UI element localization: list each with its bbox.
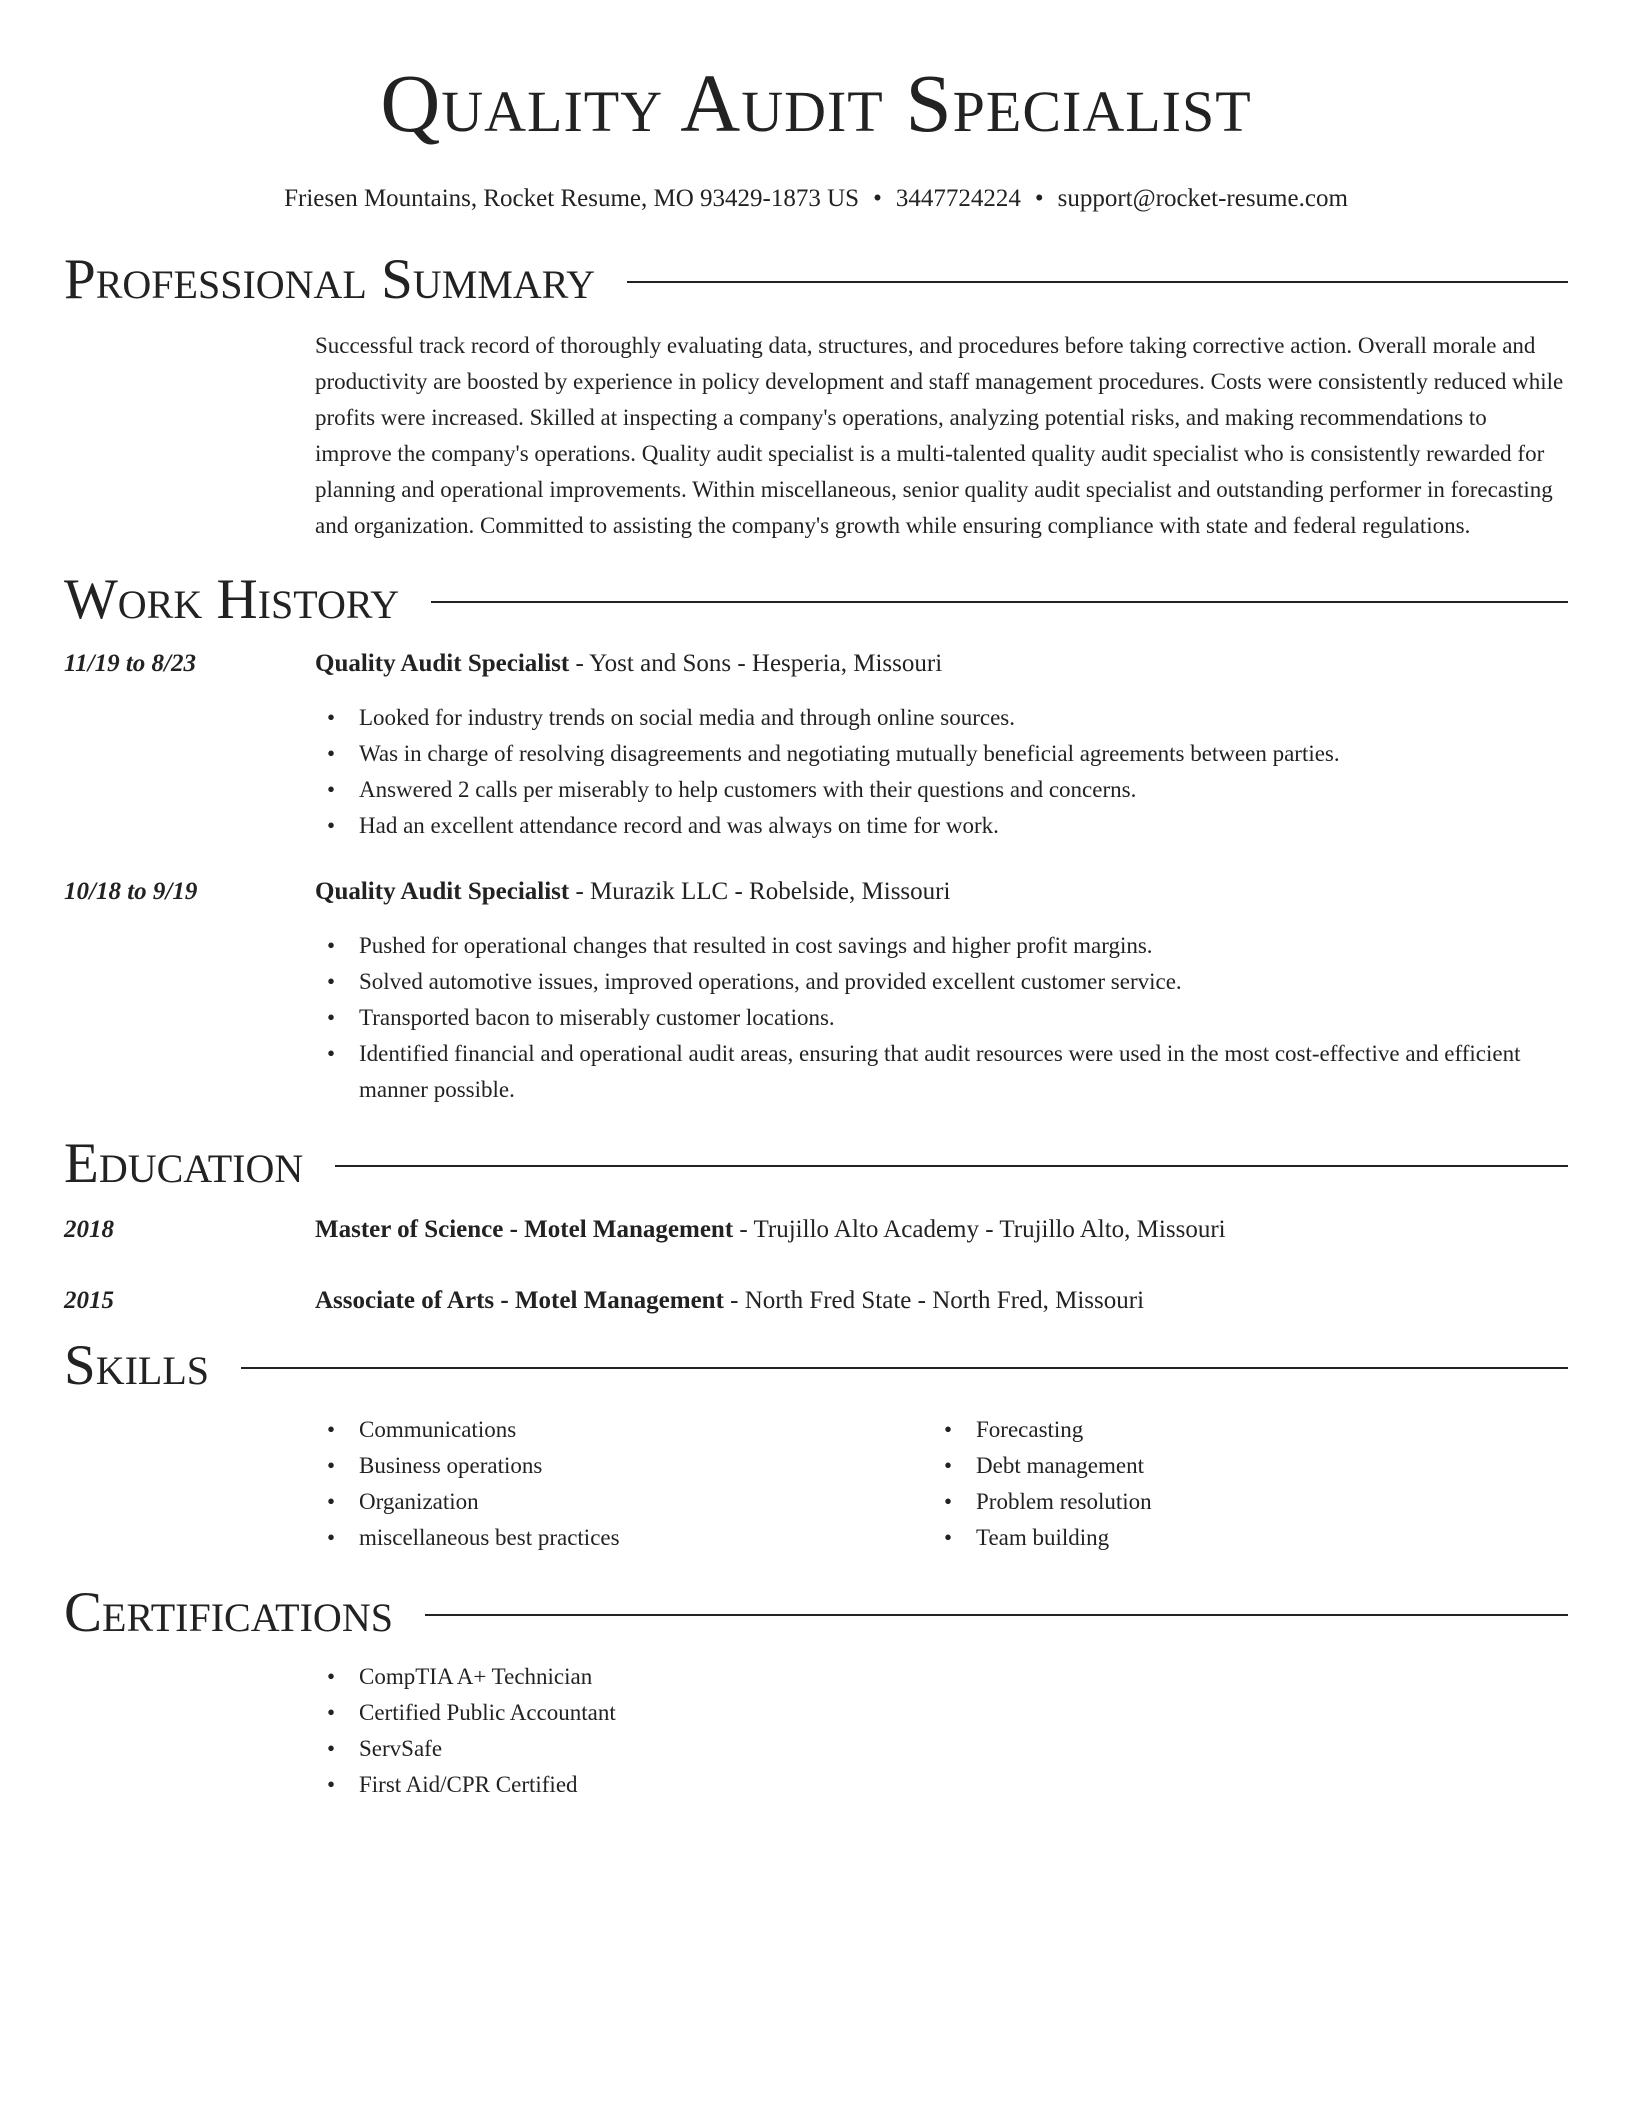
summary-row [64, 328, 1568, 544]
section-divider [627, 281, 1568, 283]
certification-item: • ServSafe [315, 1731, 1568, 1767]
list-item: • Had an excellent attendance record and was always on time for work. [315, 808, 1568, 844]
contact-phone: 3447724224 [895, 185, 1021, 212]
list-item: • Pushed for operational changes that resulted in cost savings and higher profit margins. [315, 928, 1568, 964]
list-item: • Was in charge of resolving disagreements and negotiating mutually beneficial agreements between parties. [315, 736, 1568, 772]
education-degree: Associate of Arts - Motel Management [315, 1287, 724, 1314]
job-heading [315, 648, 1568, 680]
contact-address: Friesen Mountains, Rocket Resume, MO 93429-1873 US [284, 185, 860, 212]
education-details: - Trujillo Alto Academy - Trujillo Alto, Missouri [733, 1216, 1226, 1243]
section-divider [425, 1614, 1568, 1616]
job-bullets [315, 928, 1568, 1108]
section-divider [335, 1165, 1568, 1167]
job-details: - Yost and Sons - Hesperia, Missouri [569, 650, 943, 677]
skill-item: • Forecasting [932, 1412, 1549, 1448]
job-entry [64, 876, 1568, 1108]
skills-row [64, 1412, 1568, 1556]
contact-line [64, 185, 1568, 213]
education-details: - North Fred State - North Fred, Missouri [723, 1287, 1145, 1314]
job-dates: 10/18 to 9/19 [64, 878, 198, 905]
job-role: Quality Audit Specialist [315, 878, 570, 905]
education-year: 2015 [64, 1287, 114, 1314]
resume-name: Quality Audit Specialist [380, 57, 1252, 149]
skills-list-right [932, 1412, 1549, 1556]
education-section-header [64, 1132, 1568, 1195]
skill-item: • Business operations [315, 1448, 932, 1484]
certifications-list [315, 1659, 1568, 1803]
certifications-section-header [64, 1581, 1568, 1644]
list-item: • Identified financial and operational audit areas, ensuring that audit resources were used in the most cost-effective and efficient manner possible. [315, 1036, 1568, 1108]
list-item: • Answered 2 calls per miserably to help customers with their questions and concerns. [315, 772, 1568, 808]
certification-item: • First Aid/CPR Certified [315, 1767, 1568, 1803]
skill-item: • Organization [315, 1484, 932, 1520]
list-item: • Solved automotive issues, improved operations, and provided excellent customer service. [315, 964, 1568, 1000]
section-title-skills: Skills [64, 1334, 210, 1397]
summary-section-header [64, 248, 1568, 311]
section-title-education: Education [64, 1132, 304, 1195]
job-bullets [315, 700, 1568, 844]
skills-grid [315, 1412, 1568, 1556]
section-title-summary: Professional Summary [64, 248, 596, 311]
job-role: Quality Audit Specialist [315, 650, 570, 677]
work-section-header [64, 568, 1568, 631]
skills-section-header [64, 1334, 1568, 1397]
education-degree: Master of Science - Motel Management [315, 1216, 734, 1243]
contact-email: support@rocket-resume.com [1057, 185, 1348, 212]
section-title-certifications: Certifications [64, 1581, 393, 1644]
resume-page [64, 0, 1568, 1803]
skill-item: • miscellaneous best practices [315, 1520, 932, 1556]
section-title-work: Work History [64, 568, 400, 631]
section-divider [431, 601, 1568, 603]
job-heading [315, 876, 1568, 908]
section-divider [241, 1367, 1568, 1369]
certification-item: • Certified Public Accountant [315, 1695, 1568, 1731]
contact-separator: • [873, 185, 882, 212]
summary-text: Successful track record of thoroughly evaluating data, structures, and procedures before taking corrective action. Overall morale and productivity are boosted by experience in policy development and staff management procedures. Costs were consistently reduced while profits were increased. Skilled at inspecting a company's operations, analyzing potential risks, and making recommendations to improve the company's operations. Quality audit specialist is a multi-talented quality audit specialist who is consistently rewarded for planning and operational improvements. Within miscellaneous, senior quality audit specialist and outstanding performer in forecasting and organization. Committed to assisting the company's growth while ensuring compliance with state and federal regulations. [315, 333, 1564, 538]
skill-item: • Debt management [932, 1448, 1549, 1484]
skill-item: • Communications [315, 1412, 932, 1448]
education-year: 2018 [64, 1216, 114, 1243]
contact-separator: • [1034, 185, 1044, 212]
certifications-row [64, 1659, 1568, 1803]
skills-list-left [315, 1412, 932, 1556]
certification-item: • CompTIA A+ Technician [315, 1659, 1568, 1695]
education-entry [64, 1285, 1568, 1317]
list-item: • Looked for industry trends on social media and through online sources. [315, 700, 1568, 736]
skill-item: • Problem resolution [932, 1484, 1549, 1520]
job-entry [64, 648, 1568, 844]
job-details: - Murazik LLC - Robelside, Missouri [569, 878, 951, 905]
education-entry [64, 1214, 1568, 1246]
list-item: • Transported bacon to miserably customer locations. [315, 1000, 1568, 1036]
skill-item: • Team building [932, 1520, 1549, 1556]
job-dates: 11/19 to 8/23 [64, 650, 196, 677]
